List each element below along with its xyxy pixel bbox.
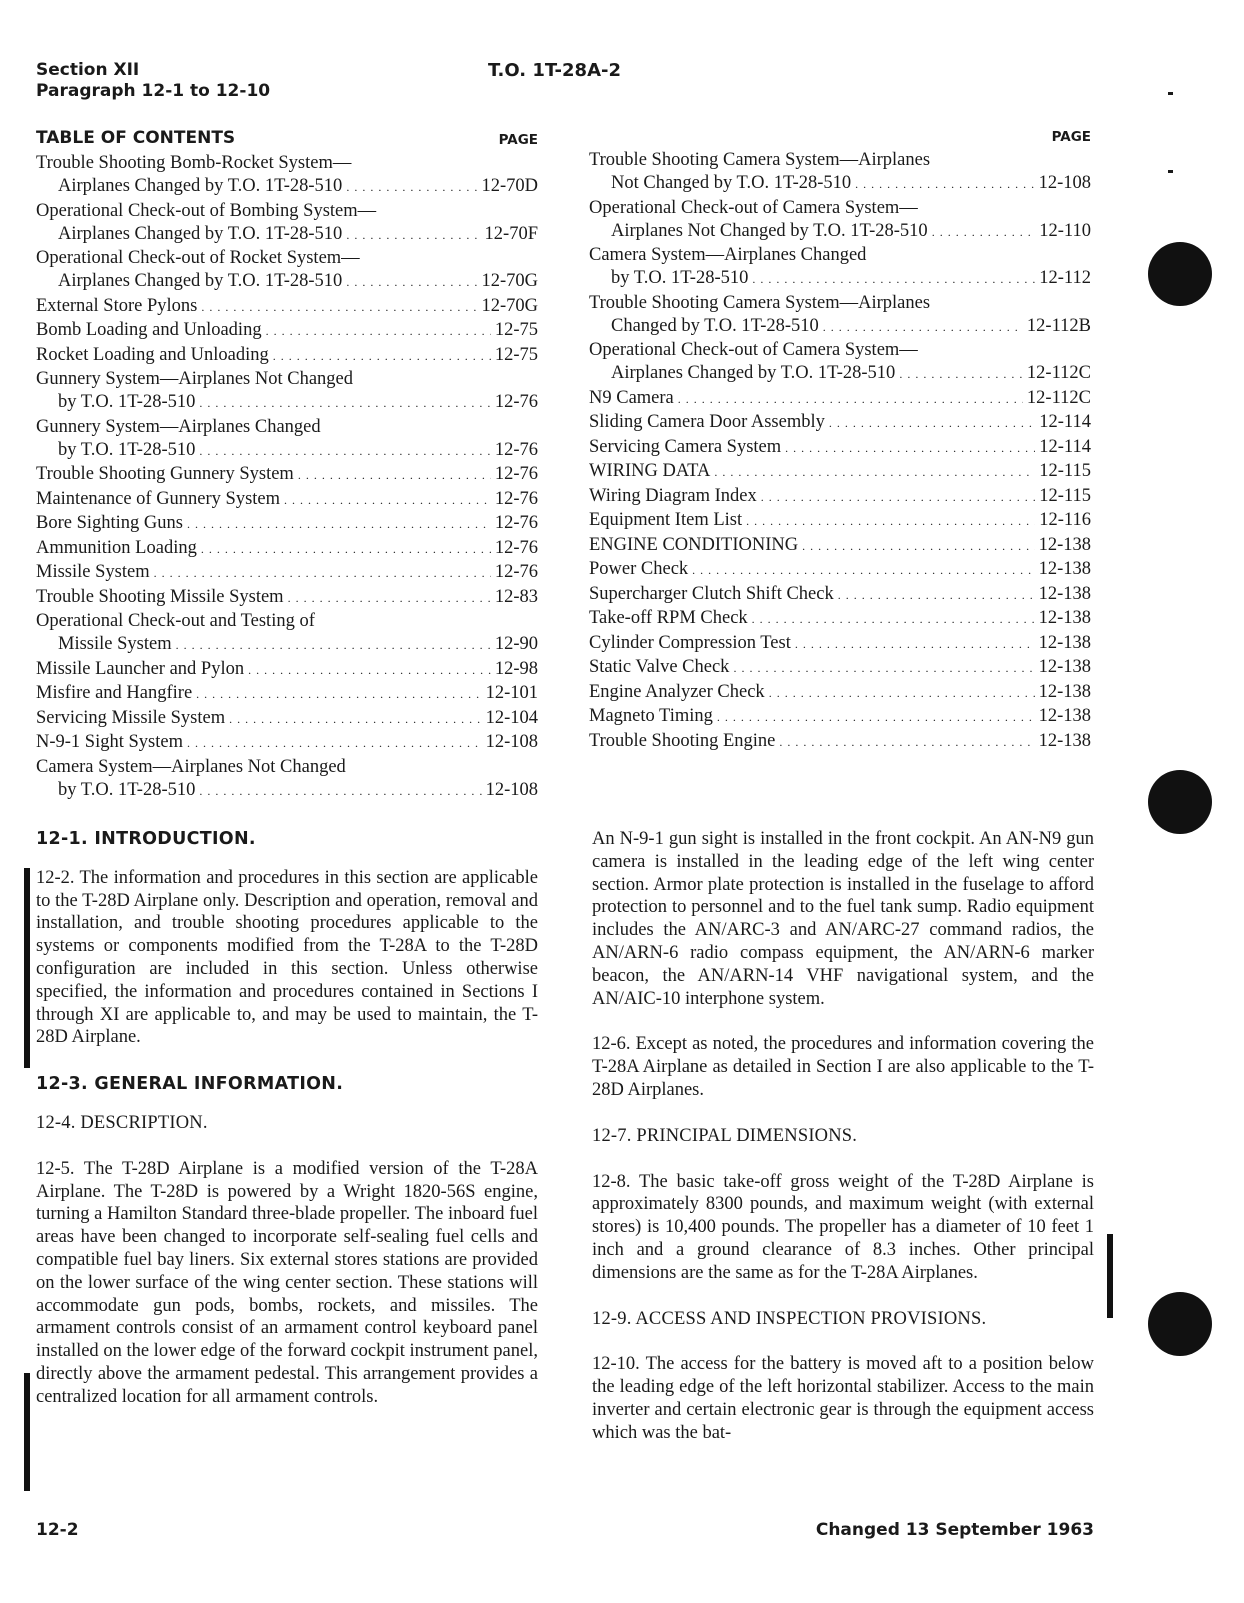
toc-entry-page: 12-75: [494, 320, 538, 340]
toc-leader-dots: [838, 584, 1035, 607]
heading-general-information: 12-3. GENERAL INFORMATION.: [36, 1074, 344, 1095]
toc-entry-title: Static Valve Check: [589, 657, 730, 677]
paragraph-12-2: 12-2. The information and procedures in this section are applicable to the T-28D Airplane only. Description and operation, removal and installation, and trouble shooting procedures applicable to the systems or components modified from the T-28A to the T-28D configuration are included in this section. Unless otherwise specified, the information and procedures contained in Sections I through XI are applicable to, and may be used to maintain, the T-28D Airplane.: [36, 867, 538, 1048]
toc-header: [36, 124, 538, 148]
toc-right-column: [589, 121, 1091, 754]
toc-entry-page: 12-115: [1039, 485, 1091, 506]
toc-leader-dots: [266, 320, 491, 343]
toc-entry-page: 12-76: [494, 513, 538, 533]
toc-entry-title: Take-off RPM Check: [589, 608, 748, 628]
body-left-column: [36, 828, 538, 1409]
toc-entry-continuation: Airplanes Not Changed by T.O. 1T-28-510: [611, 220, 928, 241]
toc-leader-dots: [678, 388, 1023, 411]
toc-entry: [589, 656, 1091, 680]
toc-entry-continuation: Changed by T.O. 1T-28-510: [611, 315, 819, 336]
toc-entry-page: 12-115: [1039, 461, 1091, 481]
toc-entry-title: Operational Check-out of Camera System—: [589, 197, 918, 218]
toc-entry-title: Trouble Shooting Missile System: [36, 586, 284, 607]
toc-page-label: PAGE: [498, 132, 538, 148]
binder-hole: [1148, 1292, 1212, 1356]
margin-mark: [1168, 170, 1173, 173]
toc-leader-dots: [746, 510, 1035, 533]
toc-entry-title: Magneto Timing: [589, 706, 713, 726]
toc-entry-page: 12-138: [1038, 657, 1091, 677]
toc-entry: [589, 705, 1091, 729]
toc-leader-dots: [761, 486, 1036, 509]
toc-leader-dots: [196, 683, 481, 706]
toc-entry: [36, 682, 538, 706]
toc-entry-page: 12-138: [1038, 608, 1091, 628]
toc-entry-page: 12-108: [485, 732, 538, 752]
toc-entry: [36, 319, 538, 343]
toc-leader-dots: [199, 440, 490, 463]
toc-leader-dots: [829, 412, 1035, 435]
toc-entry-continuation: Not Changed by T.O. 1T-28-510: [611, 173, 852, 193]
toc-leader-dots: [346, 224, 480, 247]
heading-description: 12-4. DESCRIPTION.: [36, 1112, 208, 1133]
toc-leader-dots: [187, 732, 482, 755]
toc-entry-title: ENGINE CONDITIONING: [589, 534, 799, 555]
binder-hole: [1148, 770, 1212, 834]
toc-entry-page: 12-110: [1039, 220, 1091, 241]
toc-entry-title: Sliding Camera Door Assembly: [589, 412, 825, 432]
toc-entry-page: 12-70G: [481, 295, 538, 316]
toc-entry: [36, 488, 538, 512]
toc-leader-dots: [346, 176, 477, 199]
toc-leader-dots: [298, 464, 491, 487]
binder-hole: [1148, 242, 1212, 306]
toc-entry: [36, 368, 538, 415]
change-bar: [24, 1373, 30, 1491]
toc-entry-page: 12-70D: [481, 176, 538, 196]
toc-leader-dots: [692, 559, 1034, 582]
toc-entry: [589, 149, 1091, 196]
toc-entry: [589, 197, 1091, 244]
toc-leader-dots: [932, 221, 1036, 244]
toc-leader-dots: [346, 271, 477, 294]
toc-leader-dots: [176, 634, 491, 657]
toc-entry-page: 12-101: [485, 683, 538, 703]
toc-entry: [589, 632, 1091, 656]
toc-entry-page: 12-98: [494, 658, 538, 679]
toc-entry-page: 12-76: [494, 488, 538, 509]
change-bar: [24, 868, 30, 1068]
toc-entry: [36, 707, 538, 731]
toc-entry-page: 12-76: [494, 537, 538, 558]
toc-entry-title: Power Check: [589, 559, 689, 579]
paragraph-12-5-continued: An N-9-1 gun sight is installed in the front cockpit. An AN-N9 gun camera is installed in the leading edge of the left wing center section. Armor plate protection is installed in the fuselage to afford protection to personnel and to the fuel tank sump. Radio equipment includes the AN/ARC-3 and AN/ARC-27 command radios, the AN/ARN-6 radio compass equipment, the AN/ARN-6 marker beacon, the AN/ARN-14 VHF navigational system, and the AN/AIC-10 interphone system.: [592, 829, 1094, 1009]
toc-leader-dots: [823, 316, 1023, 339]
toc-entry: [36, 152, 538, 199]
toc-leader-dots: [273, 345, 491, 368]
toc-entry-continuation: Airplanes Changed by T.O. 1T-28-510: [611, 363, 896, 383]
toc-entry-page: 12-90: [494, 634, 538, 654]
toc-entry-title: Ammunition Loading: [36, 537, 197, 558]
toc-left-entries: [36, 152, 538, 803]
toc-entry-page: 12-76: [494, 464, 538, 484]
toc-entry-title: Servicing Missile System: [36, 707, 226, 728]
change-bar: [1107, 1234, 1113, 1318]
section-header: [36, 60, 270, 102]
toc-leader-dots: [714, 461, 1035, 484]
toc-entry-title: Misfire and Hangfire: [36, 683, 193, 703]
toc-entry-title: Operational Check-out of Rocket System—: [36, 248, 360, 268]
toc-entry-page: 12-76: [494, 562, 538, 582]
toc-entry-title: Camera System—Airplanes Not Changed: [36, 756, 346, 777]
toc-entry: [36, 295, 538, 319]
toc-leader-dots: [199, 780, 481, 803]
toc-leader-dots: [733, 657, 1034, 680]
body-right-column: [592, 828, 1094, 1445]
change-note: Changed 13 September 1963: [815, 1520, 1094, 1540]
toc-entry-page: 12-116: [1039, 510, 1091, 530]
toc-entry: [36, 561, 538, 585]
heading-introduction: 12-1. INTRODUCTION.: [36, 829, 256, 849]
toc-entry-title: Wiring Diagram Index: [589, 485, 757, 506]
toc-entry-page: 12-112B: [1026, 315, 1091, 336]
toc-entry-title: Maintenance of Gunnery System: [36, 488, 281, 509]
toc-entry-page: 12-108: [485, 779, 538, 800]
toc-entry-page: 12-138: [1038, 730, 1091, 751]
toc-entry-page: 12-112: [1039, 268, 1091, 288]
toc-right-entries: [589, 149, 1091, 754]
toc-entry-title: External Store Pylons: [36, 295, 198, 316]
margin-mark: [1168, 92, 1173, 95]
page-number: 12-2: [36, 1520, 79, 1540]
toc-entry: [589, 292, 1091, 339]
toc-leader-dots: [717, 706, 1035, 729]
toc-leader-dots: [769, 682, 1035, 705]
toc-entry-continuation: by T.O. 1T-28-510: [58, 439, 196, 460]
heading-access-inspection: 12-9. ACCESS AND INSPECTION PROVISIONS.: [592, 1308, 987, 1329]
toc-entry: [36, 610, 538, 657]
toc-entry-title: Trouble Shooting Gunnery System: [36, 464, 294, 484]
toc-entry-page: 12-114: [1039, 436, 1091, 457]
toc-entry-title: Trouble Shooting Bomb-Rocket System—: [36, 153, 352, 173]
toc-entry-page: 12-138: [1038, 706, 1091, 726]
toc-entry: [589, 411, 1091, 435]
toc-entry-title: N9 Camera: [589, 387, 674, 408]
toc-entry: [36, 658, 538, 682]
toc-entry-title: Equipment Item List: [589, 510, 743, 530]
toc-entry-continuation: Airplanes Changed by T.O. 1T-28-510: [58, 176, 343, 196]
toc-entry-page: 12-104: [485, 707, 538, 728]
paragraph-12-8: 12-8. The basic take-off gross weight of the T-28D Airplane is approximately 8300 pounds, and maximum weight (with external stores) is 10,400 pounds. The propeller has a diameter of 10 feet 1 inch and a ground clearance of 8.3 inches. Other principal dimensions are the same as for the T-28A Airplanes.: [592, 1171, 1094, 1283]
toc-entry: [589, 730, 1091, 754]
toc-leader-dots: [201, 296, 477, 319]
toc-leader-dots: [779, 731, 1034, 754]
toc-entry-title: Bomb Loading and Unloading: [36, 320, 262, 340]
toc-entry: [589, 607, 1091, 631]
toc-entry-title: Missile Launcher and Pylon: [36, 658, 245, 679]
toc-entry: [589, 534, 1091, 558]
toc-entry-continuation: Missile System: [58, 634, 172, 654]
toc-entry-title: Missile System: [36, 562, 150, 582]
toc-entry-page: 12-83: [494, 586, 538, 607]
toc-entry: [36, 537, 538, 561]
toc-entry-page: 12-76: [494, 439, 538, 460]
toc-entry-title: Trouble Shooting Engine: [589, 730, 776, 751]
toc-entry: [36, 200, 538, 247]
toc-entry-continuation: Airplanes Changed by T.O. 1T-28-510: [58, 271, 343, 291]
toc-leader-dots: [785, 437, 1035, 460]
toc-entry-title: Trouble Shooting Camera System—Airplanes: [589, 150, 931, 170]
toc-leader-dots: [154, 562, 491, 585]
section-label: Section XII: [36, 60, 140, 80]
toc-leader-dots: [795, 633, 1035, 656]
toc-entry-title: WIRING DATA: [589, 461, 711, 481]
toc-entry: [36, 416, 538, 463]
toc-entry: [589, 558, 1091, 582]
toc-entry-title: Engine Analyzer Check: [589, 681, 765, 702]
toc-entry-title: Gunnery System—Airplanes Not Changed: [36, 369, 354, 389]
toc-entry-page: 12-76: [494, 392, 538, 412]
toc-entry: [589, 460, 1091, 484]
heading-principal-dimensions: 12-7. PRINCIPAL DIMENSIONS.: [592, 1125, 858, 1146]
toc-header-right: [589, 121, 1091, 145]
toc-entry-page: 12-112C: [1026, 387, 1091, 408]
toc-entry-continuation: by T.O. 1T-28-510: [611, 268, 749, 288]
toc-entry: [589, 436, 1091, 460]
toc-leader-dots: [752, 268, 1035, 291]
paragraph-12-10: 12-10. The access for the battery is moved aft to a position below the leading edge of the left horizontal stabilizer. Access to the main inverter and certain electronic gear is through the equipment access which was the bat-: [592, 1354, 1094, 1443]
paragraph-range: Paragraph 12-1 to 12-10: [36, 81, 271, 101]
toc-entry-title: Camera System—Airplanes Changed: [589, 245, 867, 265]
toc-entry-title: Trouble Shooting Camera System—Airplanes: [589, 292, 931, 313]
toc-entry-page: 12-108: [1038, 173, 1091, 193]
toc-entry: [589, 583, 1091, 607]
toc-leader-dots: [752, 608, 1035, 631]
toc-page-label-right: PAGE: [1051, 129, 1091, 145]
toc-entry-page: 12-138: [1038, 534, 1091, 555]
toc-entry-page: 12-138: [1038, 681, 1091, 702]
toc-entry-page: 12-112C: [1026, 363, 1091, 383]
toc-leader-dots: [284, 489, 491, 512]
toc-leader-dots: [899, 363, 1023, 386]
toc-entry-title: Gunnery System—Airplanes Changed: [36, 416, 321, 437]
toc-entry-page: 12-75: [494, 344, 538, 365]
toc-entry: [36, 731, 538, 755]
toc-leader-dots: [855, 173, 1034, 196]
toc-entry: [36, 344, 538, 368]
toc-entry-title: Rocket Loading and Unloading: [36, 344, 269, 365]
toc-entry: [36, 463, 538, 487]
toc-entry: [36, 586, 538, 610]
toc-entry-continuation: by T.O. 1T-28-510: [58, 779, 196, 800]
toc-entry: [36, 512, 538, 536]
paragraph-12-5: 12-5. The T-28D Airplane is a modified version of the T-28A Airplane. The T-28D is powered by a Wright 1820-56S engine, turning a Hamilton Standard three-blade propeller. The inboard fuel areas have been changed to incorporate self-sealing fuel cells and compatible fuel bay liners. Six external stores stations are provided on the lower surface of the wing center section. These stations will accommodate gun pods, bombs, rockets, and missiles. The armament controls consist of an armament control keyboard panel installed on the lower edge of the forward cockpit instrument panel, directly above the armament pedestal. This arrangement provides a centralized location for all armament controls.: [36, 1158, 538, 1407]
toc-entry-page: 12-70F: [484, 223, 538, 244]
toc-leader-dots: [802, 535, 1034, 558]
paragraph-12-6: 12-6. Except as noted, the procedures and information covering the T-28A Airplane as detailed in Section I are also applicable to the T-28D Airplanes.: [592, 1034, 1094, 1100]
toc-entry-title: Operational Check-out of Camera System—: [589, 340, 918, 360]
toc-entry-page: 12-138: [1038, 583, 1091, 604]
toc-leader-dots: [199, 392, 490, 415]
toc-entry-page: 12-70G: [481, 271, 538, 291]
toc-leader-dots: [248, 659, 491, 682]
toc-entry: [589, 509, 1091, 533]
toc-entry-continuation: by T.O. 1T-28-510: [58, 392, 196, 412]
toc-leader-dots: [288, 587, 491, 610]
toc-title: TABLE OF CONTENTS: [36, 128, 236, 148]
toc-entry-title: Operational Check-out of Bombing System—: [36, 200, 377, 221]
toc-leader-dots: [187, 513, 491, 536]
toc-entry: [589, 681, 1091, 705]
toc-entry-title: N-9-1 Sight System: [36, 732, 183, 752]
toc-entry-title: Supercharger Clutch Shift Check: [589, 583, 834, 604]
toc-entry-continuation: Airplanes Changed by T.O. 1T-28-510: [58, 223, 343, 244]
toc-entry-title: Operational Check-out and Testing of: [36, 611, 315, 631]
toc-entry: [589, 387, 1091, 411]
toc-entry: [589, 244, 1091, 291]
toc-entry-title: Bore Sighting Guns: [36, 513, 183, 533]
toc-leader-dots: [201, 538, 491, 561]
toc-entry-title: Servicing Camera System: [589, 436, 782, 457]
toc-entry-title: Cylinder Compression Test: [589, 632, 791, 653]
toc-leader-dots: [229, 708, 481, 731]
toc-left-column: [36, 124, 538, 803]
to-number: T.O. 1T-28A-2: [488, 60, 621, 81]
toc-entry: [36, 756, 538, 803]
toc-entry-page: 12-138: [1038, 559, 1091, 579]
toc-entry-page: 12-138: [1038, 632, 1091, 653]
toc-entry-page: 12-114: [1039, 412, 1091, 432]
toc-entry: [589, 485, 1091, 509]
toc-entry: [36, 247, 538, 294]
toc-entry: [589, 339, 1091, 386]
